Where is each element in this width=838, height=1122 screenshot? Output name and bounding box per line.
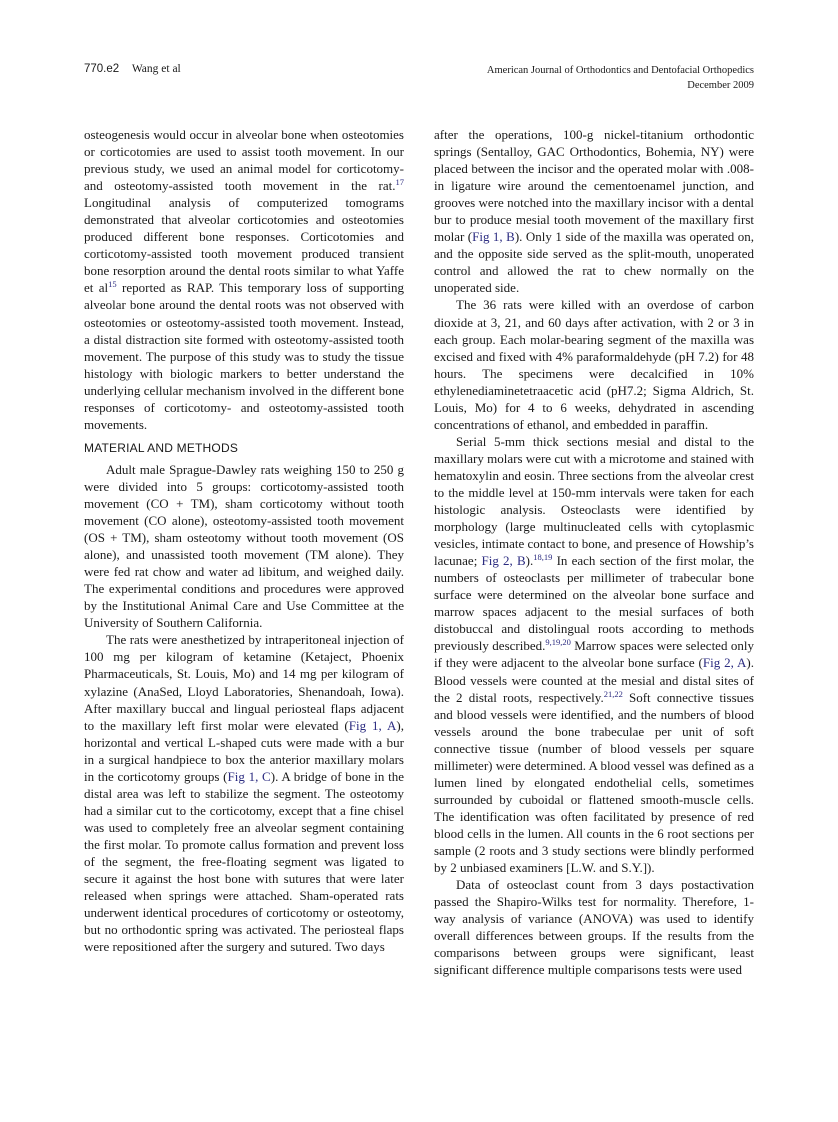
- paragraph-sacrifice: The 36 rats were killed with an overdose of carbon dioxide at 3, 21, and 60 days after activation, with 2 or 3 in each group. Each molar-bearing segment of the maxilla was excised and fixed with 4% paraformaldehyde (pH 7.2) for 48 hours. The specimens were decalcified in 10% ethylenediaminetetraacetic acid (pH7.2; Sigma Aldrich, St. Louis, Mo) for 4 to 6 weeks, dehydrated in ascending concentrations of ethanol, and embedded in paraffin.: [434, 297, 754, 432]
- citation-21-22[interactable]: 21,22: [603, 688, 623, 699]
- figure-link-fig2a[interactable]: Fig 2, A: [702, 655, 747, 671]
- paragraph-surgery: The rats were anesthetized by intraperitoneal injection of 100 mg per kilogram of ketamine (Ketaject, Phoenix Pharmaceuticals, St. Louis, Mo) and 14 mg per kilogram of xylazine (AnaSed, Lloyd Laboratories, Shenandoah, Iowa). After maxillary buccal and lingual periosteal flaps adjacent to the maxillary left first molar were elevated (Fig 1, A), horizontal and vertical L-shaped cuts were made with a bur in a surgical handpiece to box the anterior maxillary molars in the corticotomy groups (Fig 1, C). A bridge of bone in the distal area was left to stabilize the segment. The osteotomy had a similar cut to the corticotomy, except that a fine chisel was used to completely free an alveolar segment containing the first molar. To promote callus formation and prevent loss of the segment, the free-floating segment was ligated to secure it against the host bone with sutures that were later released when springs were attached. Sham-operated rats underwent identical procedures of corticotomy or osteotomy, but no orthodontic spring was activated. The periosteal flaps were repositioned after the surgery and sutured. Two days: [84, 632, 405, 955]
- figure-link-fig1c[interactable]: Fig 1, C: [227, 768, 271, 784]
- figure-link-fig1b[interactable]: Fig 1, B: [472, 229, 515, 245]
- running-authors: Wang et al: [131, 63, 181, 75]
- right-column: [434, 126, 754, 978]
- issue-date: December 2009: [687, 80, 754, 91]
- figure-link-fig2b[interactable]: Fig 2, B: [481, 553, 526, 569]
- left-column: [84, 126, 404, 955]
- paragraph-springs: after the operations, 100-g nickel-titanium orthodontic springs (Sentalloy, GAC Orthodontics, Bohemia, NY) were placed between the incisor and the operated molar with .008-in ligature wire around the cementoenamel junction, and grooves were notched into the maxillary incisor with a dental bur to produce mesial tooth movement of the maxillary first molar (Fig 1, B). Only 1 side of the maxilla was operated on, and the opposite side served as the split-mouth, unoperated control and allowed the rat to chew normally on the unoperated side.: [434, 127, 754, 296]
- paragraph-statistics: Data of osteoclast count from 3 days postactivation passed the Shapiro-Wilks test for normality. Therefore, 1-way analysis of variance (ANOVA) was used to identify overall differences between groups. If the results from the comparisons between groups were significant, least significant difference multiple comparisons tests were used: [434, 877, 754, 978]
- citation-18-19[interactable]: 18,19: [533, 552, 553, 563]
- citation-15[interactable]: 15: [108, 279, 117, 290]
- paragraph-intro-continued: osteogenesis would occur in alveolar bone when osteotomies or corticotomies are used to assist tooth movement. In our previous study, we used an animal model for corticotomy- and osteotomy-assisted tooth movement in the rat.$^{17}$ Longitudinal analysis of computerized tomograms demonstrated that alveolar corticotomies and osteotomies produced different bone responses. Corticotomies and corticotomy-assisted tooth movement produced transient bone resorption around the dental roots similar to what Yaffe et al$^{15}$ reported as RAP. This temporary loss of supporting alveolar bone around the dental roots was not observed with osteotomies or osteotomy-assisted tooth movement. Instead, a distal distraction site formed with osteotomy-assisted tooth movement. The purpose of this study was to study the tissue histology with biologic markers to better understand the underlying cellular mechanism involved in the different bone responses of corticotomy- and osteotomy-assisted tooth movements.: [84, 127, 404, 432]
- figure-link-fig1a[interactable]: Fig 1, A: [348, 717, 397, 733]
- page-number: 770.e2: [84, 63, 120, 75]
- running-header-right: [487, 63, 754, 93]
- journal-title: American Journal of Orthodontics and Dentofacial Orthopedics: [486, 65, 754, 76]
- paragraph-histology: Serial 5-mm thick sections mesial and distal to the maxillary molars were cut with a microtome and stained with hematoxylin and eosin. Three sections from the alveolar crest to the middle level at 150-mm intervals were taken for each histologic analysis. Osteoclasts were identified by morphology (large multinucleated cells with cytoplasmic vesicles, intimate contact to bone, and presence of Howship’s lacunae; Fig 2, B).$^{18,19}$ In each section of the first molar, the numbers of osteoclasts per millimeter of trabecular bone surface were determined on the alveolar bone surface and marrow spaces adjacent to the mesial surfaces of both distobuccal and distolingual roots according to methods previously described.$^{9,19,20}$ Marrow spaces were selected only if they were adjacent to the alveolar bone surface (Fig 2, A). Blood vessels were counted at the mesial and distal sites of the 2 distal roots, respectively.$^{21,22}$ Soft connective tissues and blood vessels were identified, and the numbers of blood vessels around the bone trabeculae per unit of soft connective tissue (number of blood vessels per square millimeter) were determined. A blood vessel was defined as a lumen lined by elongated endothelial cells, sometimes surrounded by cuboidal or flattened smooth-muscle cells. The identification was often facilitated by presence of red blood cells in the lumen. All counts in the 6 root sections per sample (2 roots and 3 study sections were blindly performed by 2 unbiased examiners [L.W. and S.Y.]).: [434, 433, 754, 876]
- section-heading-methods: MATERIAL AND METHODS: [84, 440, 239, 455]
- citation-9-19-20[interactable]: 9,19,20: [545, 637, 571, 648]
- citation-17[interactable]: 17: [395, 177, 404, 188]
- running-header-left: [84, 63, 181, 75]
- paragraph-groups: Adult male Sprague-Dawley rats weighing 150 to 250 g were divided into 5 groups: corticotomy-assisted tooth movement (CO + TM), sham corticotomy without tooth movement (CO alone), osteotomy-assisted tooth movement (OS + TM), sham osteotomy without tooth movement (OS alone), and unassisted tooth movement (TM alone). They were fed rat chow and water ad libitum, and weighed daily. The experimental conditions and procedures were approved by the Institutional Animal Care and Use Committee at the University of Southern California.: [84, 461, 404, 631]
